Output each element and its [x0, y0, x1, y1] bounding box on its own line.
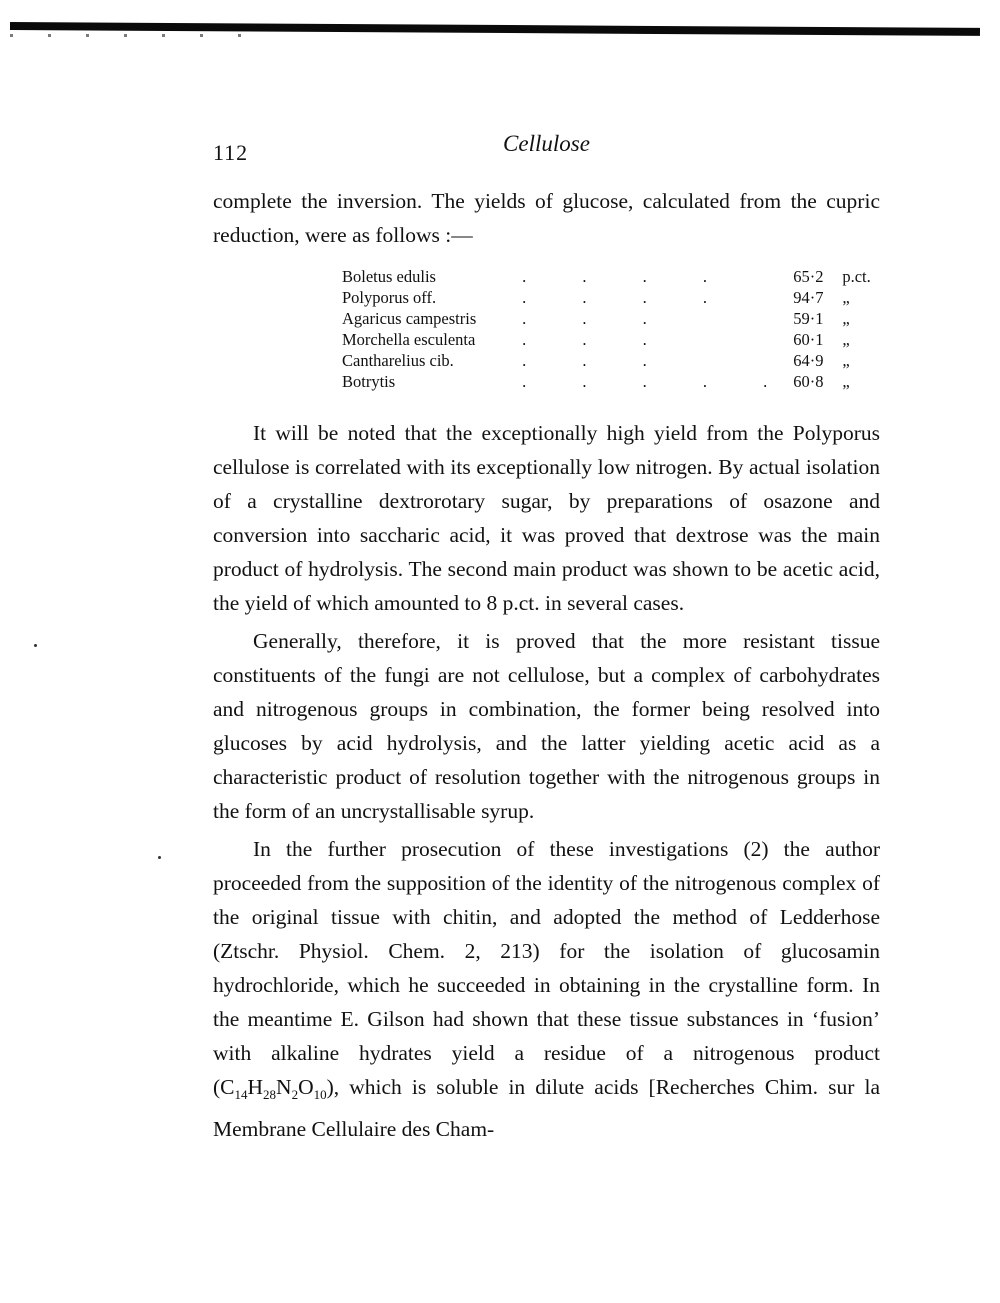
formula-subscript: 10: [313, 1087, 327, 1102]
formula-element: O: [298, 1075, 314, 1099]
body-paragraph: It will be noted that the exceptionally high yield from the Polyporus cellulose is correlated with its exceptionally low nitrogen. By actual isolation of a crystalline dextrorotary sugar, by preparations of osazone and conversion into saccharic acid, it was proved that dextrose was the main product of hydrolysis. The second main product was shown to be acetic acid, the yield of which amounted to 8 p.ct. in several cases.: [213, 421, 880, 615]
formula-element: C: [220, 1075, 235, 1099]
yield-unit: „: [842, 330, 850, 349]
leader-dots: . . . . .: [522, 372, 794, 391]
book-page: [213, 128, 880, 1146]
table-row: [342, 371, 880, 392]
table-row: [342, 329, 880, 350]
yield-value: 94·7: [793, 288, 824, 307]
yield-value: 60·8: [793, 372, 824, 391]
formula-element: N: [276, 1075, 292, 1099]
page-number: 112: [213, 140, 249, 165]
species-name: Botrytis: [342, 372, 396, 391]
table-row: [342, 350, 880, 371]
leader-dots: . . .: [522, 330, 673, 349]
leader-dots: . . .: [522, 309, 673, 328]
species-name: Agaricus campestris: [342, 309, 477, 328]
species-name: Boletus edulis: [342, 267, 436, 286]
scan-specks: [10, 34, 270, 37]
formula-element: H: [247, 1075, 264, 1099]
species-name: Polyporus off.: [342, 288, 437, 307]
species-name: Morchella esculenta: [342, 330, 476, 349]
yield-unit: „: [842, 351, 850, 370]
formula-subscript: 28: [263, 1087, 277, 1102]
leader-dots: . . . .: [522, 288, 733, 307]
leader-dots: . . . .: [522, 267, 733, 286]
yield-unit: „: [842, 372, 850, 391]
yield-unit: „: [842, 288, 850, 307]
yield-value: 60·1: [793, 330, 824, 349]
leader-dots: . . .: [522, 351, 673, 370]
formula-lead: product (: [213, 1041, 881, 1099]
running-title: Cellulose: [503, 131, 590, 156]
formula-subscript: 14: [234, 1087, 248, 1102]
formula-tail: ), which is soluble in dilute acids [Recherches Chim. sur la Membrane Cellulaire des Cham-: [213, 1075, 880, 1141]
yield-value: 59·1: [793, 309, 824, 328]
table-row: [342, 287, 880, 308]
scan-speck: [34, 644, 37, 647]
formula-subscript: 2: [291, 1087, 299, 1102]
scan-speck: [158, 856, 161, 859]
yield-value: 64·9: [793, 351, 824, 370]
intro-paragraph: complete the inversion. The yields of glucose, calculated from the cupric reduction, were as follows :—: [213, 189, 880, 247]
glucose-yield-table: [342, 266, 880, 392]
species-name: Cantharelius cib.: [342, 351, 454, 370]
running-head: [213, 128, 880, 168]
table-row: [342, 266, 880, 287]
table-row: [342, 308, 880, 329]
paragraph-text: In the further prosecution of these investigations (2) the author proceeded from the supposition of the identity of the nitrogenous complex of the original tissue with chitin, and adopted the method of Ledderhose (Ztschr. Physiol. Chem. 2, 213) for the isolation of glucosamin hydrochloride, which he succeeded in obtaining in the crystalline form. In the meantime E. Gilson had shown that these tissue substances in ‘fusion’ with alkaline hydrates yield a residue of a nitrogenous: [213, 837, 880, 1065]
yield-unit: p.ct.: [842, 267, 871, 286]
chemical-formula: [220, 1075, 327, 1102]
body-paragraph: Generally, therefore, it is proved that the more resistant tissue constituents of the fungi are not cellulose, but a complex of carbohydrates and nitrogenous groups in combination, the former being resolved into glucoses by acid hydrolysis, and the latter yielding acetic acid as a characteristic product of resolution together with the nitrogenous groups in the form of an uncrystallisable syrup.: [213, 629, 880, 823]
yield-unit: „: [842, 309, 850, 328]
yield-value: 65·2: [793, 267, 824, 286]
body-paragraph-continued: [213, 832, 880, 1146]
